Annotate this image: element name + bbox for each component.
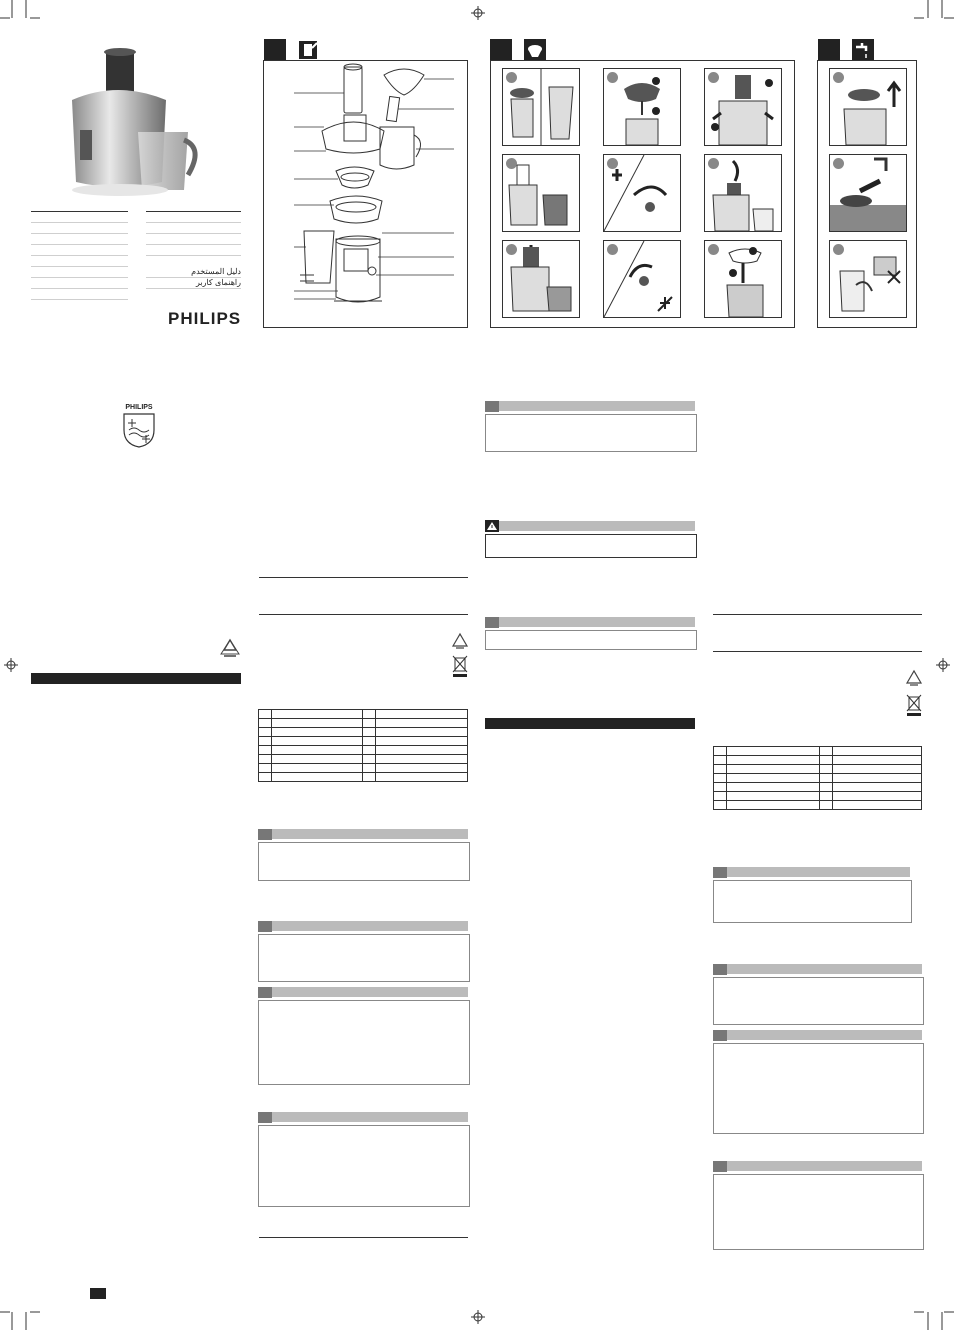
note-icon bbox=[713, 1030, 727, 1041]
registration-mark-icon bbox=[471, 1310, 485, 1324]
recycle-icon bbox=[218, 638, 242, 660]
tip-icon bbox=[258, 921, 272, 932]
usage-step-9 bbox=[704, 240, 782, 318]
tip-box bbox=[258, 1125, 470, 1207]
usage-step-8 bbox=[603, 240, 681, 318]
product-image bbox=[58, 40, 208, 200]
page-number-box bbox=[90, 1288, 106, 1299]
usage-step-5 bbox=[603, 154, 681, 232]
lang-divider bbox=[146, 211, 241, 212]
crop-mark-icon bbox=[0, 1300, 40, 1330]
tip-icon bbox=[258, 1112, 272, 1123]
section-rule bbox=[259, 614, 468, 615]
note-icon bbox=[258, 829, 272, 840]
section-rule bbox=[259, 1237, 468, 1238]
section-rule bbox=[713, 614, 922, 615]
note-box bbox=[485, 414, 697, 452]
warning-box bbox=[485, 534, 697, 558]
tip-icon bbox=[713, 1161, 727, 1172]
tap-icon bbox=[852, 39, 874, 61]
arabic-title: دليل المستخدم bbox=[191, 267, 241, 276]
registration-mark-icon bbox=[471, 6, 485, 20]
cleaning-step-2 bbox=[829, 154, 907, 232]
lang-divider bbox=[31, 211, 128, 212]
juicer-icon bbox=[524, 39, 546, 61]
crossed-bin-icon bbox=[452, 655, 468, 677]
section-rule bbox=[259, 577, 468, 578]
crop-mark-icon bbox=[0, 0, 40, 30]
usage-step-1 bbox=[502, 68, 580, 146]
warning-icon bbox=[485, 520, 499, 532]
note-icon bbox=[713, 867, 727, 878]
tip-icon bbox=[713, 964, 727, 975]
section-bar bbox=[485, 718, 695, 729]
section-rule bbox=[713, 651, 922, 652]
note-icon bbox=[258, 987, 272, 998]
spec-table bbox=[713, 746, 922, 810]
crop-mark-icon bbox=[914, 1300, 954, 1330]
registration-mark-icon bbox=[936, 658, 950, 672]
juicer-parts-icon bbox=[297, 39, 319, 61]
crossed-bin-icon bbox=[906, 694, 922, 716]
usage-step-7 bbox=[502, 240, 580, 318]
usage-step-4 bbox=[502, 154, 580, 232]
usage-step-6 bbox=[704, 154, 782, 232]
tip-box bbox=[713, 1174, 924, 1250]
registration-mark-icon bbox=[4, 658, 18, 672]
philips-logo: PHILIPS bbox=[168, 309, 242, 328]
section-number-tag bbox=[490, 39, 512, 61]
recycle-icon bbox=[905, 669, 923, 687]
section-number-tag bbox=[264, 39, 286, 61]
crop-mark-icon bbox=[914, 0, 954, 30]
cleaning-step-1 bbox=[829, 68, 907, 146]
note-box bbox=[713, 1043, 924, 1134]
usage-step-3 bbox=[704, 68, 782, 146]
note-box bbox=[713, 880, 912, 923]
section-number-tag bbox=[818, 39, 840, 61]
tip-box bbox=[713, 977, 924, 1025]
tip-box bbox=[258, 934, 470, 982]
note-icon bbox=[485, 401, 499, 412]
parts-diagram bbox=[263, 60, 468, 328]
shield-logo-text: PHILIPS bbox=[125, 404, 153, 411]
usage-step-2 bbox=[603, 68, 681, 146]
section-bar bbox=[31, 673, 241, 684]
recycle-icon bbox=[451, 632, 469, 650]
note-box bbox=[258, 1000, 470, 1085]
cleaning-step-3 bbox=[829, 240, 907, 318]
note-icon bbox=[485, 617, 499, 628]
spec-table bbox=[258, 709, 468, 782]
persian-title: راهنمای كاربر bbox=[195, 278, 241, 287]
note-box bbox=[258, 842, 470, 881]
note-box bbox=[485, 630, 697, 650]
